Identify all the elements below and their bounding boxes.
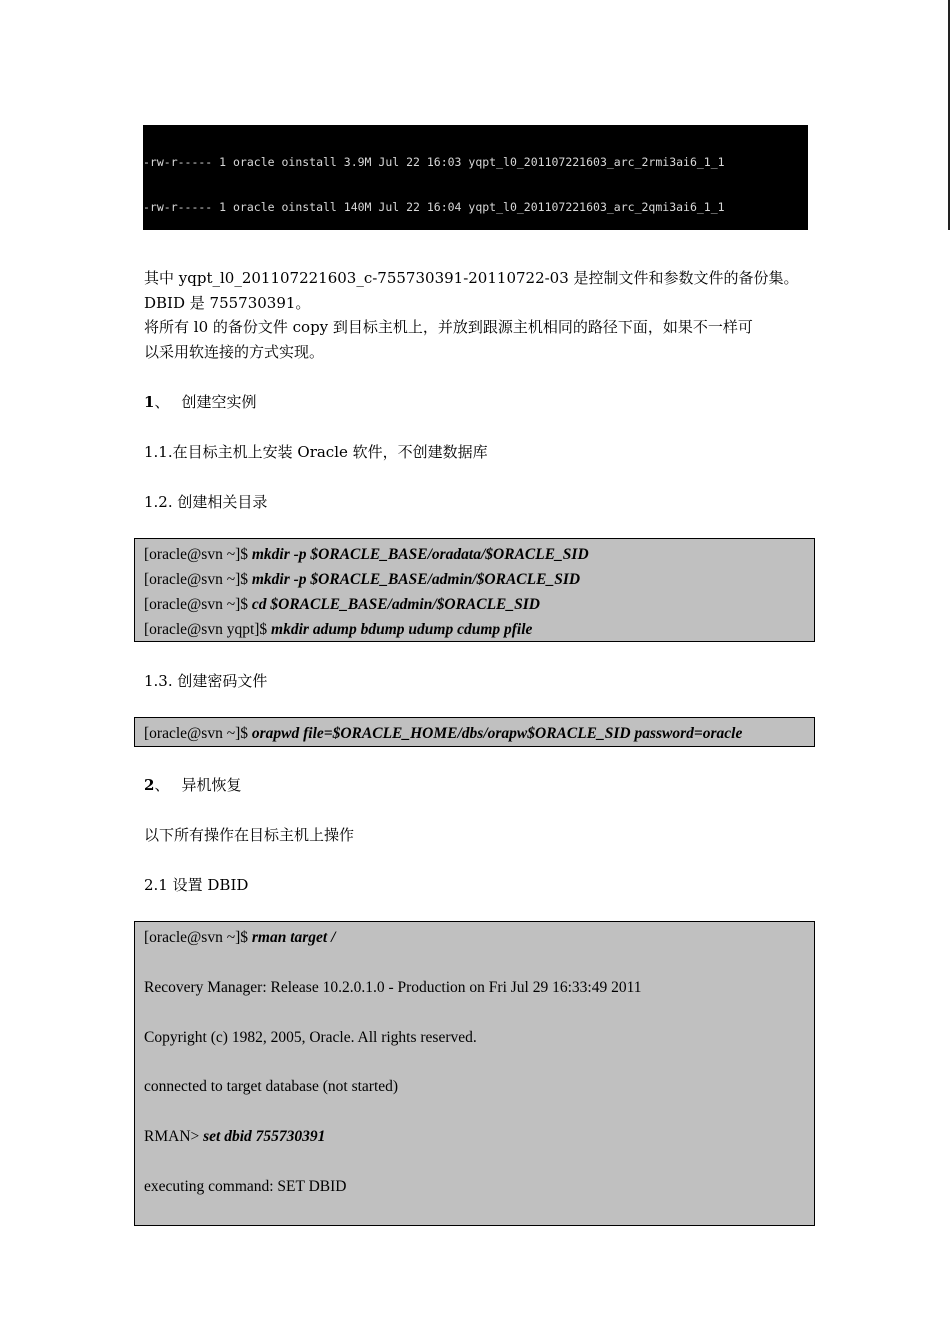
intro-line: 将所有 l0 的备份文件 copy 到目标主机上，并放到跟源主机相同的路径下面，如果不一样可	[144, 318, 753, 336]
section-number: 2	[144, 776, 155, 794]
output-line	[144, 1074, 814, 1124]
terminal-screenshot	[143, 125, 808, 230]
command-line	[144, 617, 814, 642]
rman-prompt: RMAN>	[144, 1128, 204, 1146]
intro-line: 以采用软连接的方式实现。	[144, 342, 325, 361]
shell-prompt: [oracle@svn ~]$	[144, 929, 252, 946]
command-text: mkdir -p $ORACLE_BASE/admin/$ORACLE_SID	[251, 571, 581, 588]
section-separator: 、	[154, 776, 170, 794]
subsection-1-3: 1.3. 创建密码文件	[144, 672, 268, 690]
intro-paragraph	[144, 266, 824, 364]
command-text: mkdir -p $ORACLE_BASE/oradata/$ORACLE_SID	[251, 546, 589, 563]
shell-prompt: [oracle@svn yqpt]$	[144, 621, 272, 638]
command-text: cd $ORACLE_BASE/admin/$ORACLE_SID	[251, 596, 540, 613]
command-text: rman target /	[251, 929, 336, 946]
section-title: 创建空实例	[181, 393, 257, 411]
section-title: 异机恢复	[181, 776, 242, 794]
section-2-heading	[144, 775, 241, 795]
section-1-heading	[144, 392, 256, 412]
command-line	[144, 721, 814, 746]
command-text: set dbid 755730391	[203, 1128, 326, 1146]
output-line	[144, 975, 814, 1025]
output-text: Copyright (c) 1982, 2005, Oracle. All rights reserved.	[144, 1028, 477, 1046]
command-text: mkdir adump bdump udump cdump pfile	[271, 621, 533, 638]
subsection-2-1: 2.1 设置 DBID	[144, 876, 249, 894]
terminal-line: -rw-r----- 1 oracle oinstall 3.9M Jul 22 16:03 yqpt_l0_201107221603_arc_2rmi3ai6_1_1	[143, 155, 725, 170]
terminal-line: -rw-r----- 1 oracle oinstall 140M Jul 22 16:04 yqpt_l0_201107221603_arc_2qmi3ai6_1_1	[143, 199, 725, 214]
section-2-intro: 以下所有操作在目标主机上操作	[144, 826, 355, 844]
command-line	[144, 592, 814, 617]
output-text: executing command: SET DBID	[144, 1177, 347, 1195]
command-line	[144, 567, 814, 592]
command-box-orapwd	[134, 717, 815, 747]
output-line	[144, 1025, 814, 1075]
intro-line: DBID 是 755730391。	[144, 293, 311, 312]
command-box-mkdir	[134, 538, 815, 642]
command-box-rman	[134, 921, 815, 1226]
command-line	[144, 925, 814, 975]
section-separator: 、	[154, 393, 170, 411]
shell-prompt: [oracle@svn ~]$	[144, 725, 252, 742]
shell-prompt: [oracle@svn ~]$	[144, 546, 252, 563]
output-text: connected to target database (not started)	[144, 1078, 399, 1096]
output-line	[144, 1174, 814, 1224]
command-line	[144, 1124, 814, 1174]
subsection-1-1: 1.1.在目标主机上安装 Oracle 软件，不创建数据库	[144, 443, 488, 461]
output-text: Recovery Manager: Release 10.2.0.1.0 - Production on Fri Jul 29 16:33:49 2011	[144, 978, 642, 996]
command-line	[144, 542, 814, 567]
command-text: orapwd file=$ORACLE_HOME/dbs/orapw$ORACLE_SID password=oracle	[251, 725, 743, 742]
shell-prompt: [oracle@svn ~]$	[144, 571, 252, 588]
subsection-1-2: 1.2. 创建相关目录	[144, 493, 268, 511]
shell-prompt: [oracle@svn ~]$	[144, 596, 252, 613]
intro-line: 其中 yqpt_l0_201107221603_c-755730391-20110722-03 是控制文件和参数文件的备份集。	[144, 269, 799, 287]
section-number: 1	[144, 393, 155, 411]
